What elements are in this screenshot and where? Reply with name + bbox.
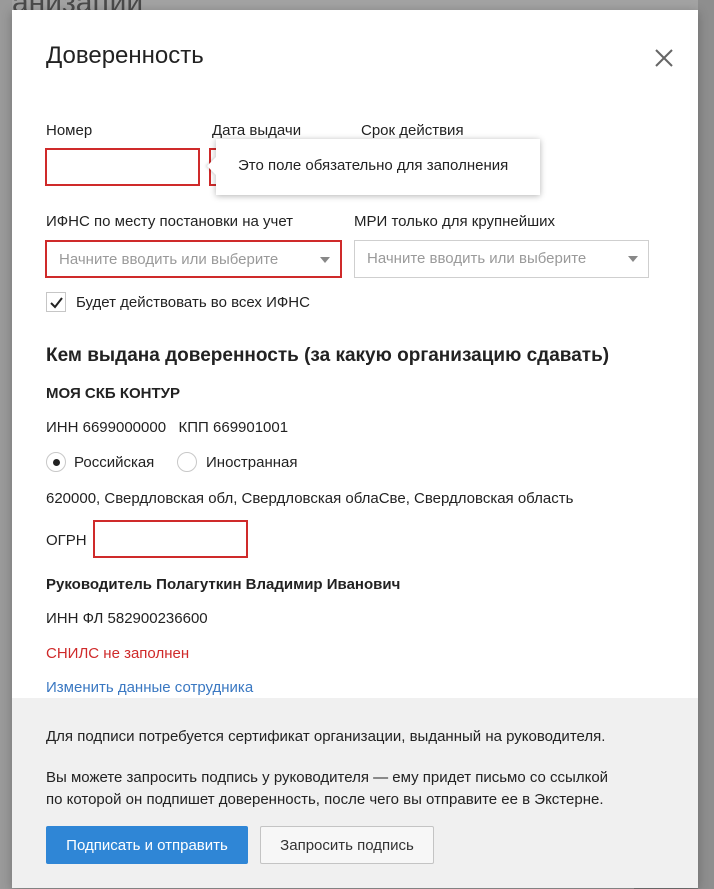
- radio-russian[interactable]: [46, 452, 66, 472]
- validity-label: Срок действия: [361, 122, 464, 139]
- mri-label: МРИ только для крупнейших: [354, 213, 556, 230]
- number-label: Номер: [46, 122, 93, 139]
- head-line: Руководитель Полагуткин Владимир Иванович: [46, 576, 401, 593]
- close-icon: [652, 46, 676, 70]
- tooltip-arrow: [207, 157, 216, 175]
- required-field-tooltip: [216, 139, 540, 195]
- radio-foreign[interactable]: [177, 452, 197, 472]
- address: 620000, Свердловская обл, Свердловская облаСве, Свердловская область: [46, 490, 574, 507]
- edit-employee-link[interactable]: Изменить данные сотрудника: [46, 679, 254, 696]
- footer-note-2-line-2: по которой он подпишет доверенность, после чего вы отправите ее в Экстерне.: [46, 791, 604, 808]
- snils-warning: СНИЛС не заполнен: [46, 645, 190, 662]
- close-button[interactable]: [652, 46, 676, 70]
- radio-russian-label: Российская: [74, 454, 155, 471]
- tooltip-text: Это поле обязательно для заполнения: [238, 157, 509, 174]
- ogrn-label: ОГРН: [46, 532, 87, 549]
- ogrn-input[interactable]: [93, 520, 248, 558]
- issue-date-label: Дата выдачи: [212, 122, 302, 139]
- radio-foreign-label: Иностранная: [206, 454, 298, 471]
- footer-note-1: Для подписи потребуется сертификат организации, выданный на руководителя.: [46, 728, 606, 745]
- mri-placeholder: Начните вводить или выберите: [367, 250, 587, 267]
- mri-select[interactable]: [354, 240, 649, 278]
- footer-note-2-line-1: Вы можете запросить подпись у руководителя — ему придет письмо со ссылкой: [46, 769, 609, 786]
- org-name: МОЯ СКБ КОНТУР: [46, 385, 181, 402]
- all-ifns-checkbox[interactable]: [46, 292, 66, 312]
- radio-selected-dot: [53, 459, 60, 466]
- dialog-title: Доверенность: [46, 42, 204, 69]
- number-input[interactable]: [45, 148, 200, 186]
- checkmark-icon: [49, 295, 64, 310]
- power-of-attorney-dialog: [12, 10, 698, 888]
- all-ifns-label: Будет действовать во всех ИФНС: [76, 294, 310, 311]
- inn-kpp: ИНН 6699000000 КПП 669901001: [46, 419, 289, 436]
- chevron-down-icon: [320, 257, 330, 263]
- chevron-down-icon: [628, 256, 638, 262]
- background-right-edge: [698, 0, 714, 889]
- sign-and-send-button[interactable]: Подписать и отправить: [46, 826, 248, 864]
- ifns-label: ИФНС по месту постановки на учет: [46, 213, 294, 230]
- ifns-select[interactable]: [45, 240, 342, 278]
- issuer-heading: Кем выдана доверенность (за какую организацию сдавать): [46, 345, 610, 366]
- request-signature-button[interactable]: Запросить подпись: [260, 826, 434, 864]
- background-left-edge: [0, 0, 12, 889]
- ifns-placeholder: Начните вводить или выберите: [59, 251, 279, 268]
- inn-fl: ИНН ФЛ 582900236600: [46, 610, 208, 627]
